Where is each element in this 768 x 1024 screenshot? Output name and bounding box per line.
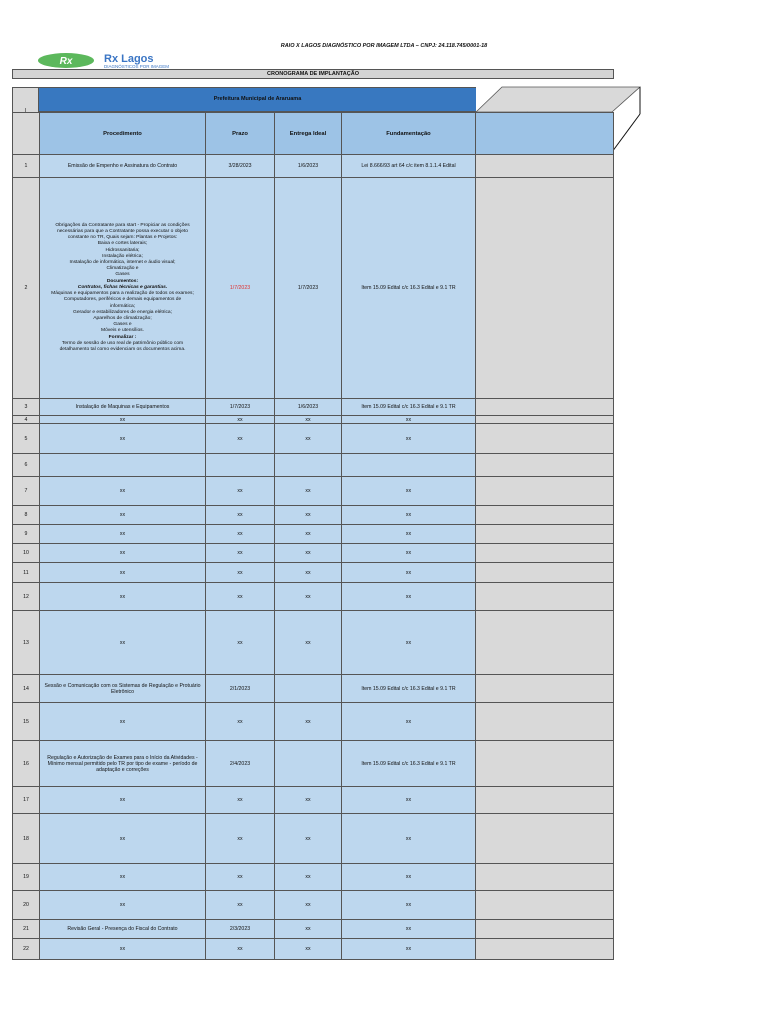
deadline-cell — [206, 454, 275, 477]
table-row — [13, 416, 614, 424]
procedure-cell: xx — [40, 787, 206, 814]
procedure-cell — [40, 454, 206, 477]
ideal-delivery-cell: xx — [275, 891, 342, 920]
ideal-delivery-cell: xx — [275, 920, 342, 939]
table-row — [13, 563, 614, 583]
column-header-ideal-delivery: Entrega Ideal — [275, 113, 342, 155]
table-row — [13, 891, 614, 920]
observation-cell — [476, 787, 614, 814]
procedure-cell: xx — [40, 891, 206, 920]
basis-cell: xx — [342, 525, 476, 544]
procedure-cell: xx — [40, 416, 206, 424]
ideal-delivery-cell: xx — [275, 864, 342, 891]
ideal-delivery-cell: xx — [275, 506, 342, 525]
svg-text:Rx Lagos: Rx Lagos — [104, 53, 154, 65]
deadline-cell: 1/7/2023 — [206, 178, 275, 399]
procedure-line: Gerador e estabilizadores de energia elétrica; — [73, 309, 172, 315]
table-row — [13, 611, 614, 675]
observation-cell — [476, 741, 614, 787]
deadline-cell: xx — [206, 814, 275, 864]
basis-cell: xx — [342, 814, 476, 864]
basis-cell: xx — [342, 939, 476, 960]
procedure-line: Formalizar : — [108, 334, 137, 340]
ideal-delivery-cell: xx — [275, 611, 342, 675]
row-number: 4 — [13, 416, 40, 424]
procedure-line: detalhamento tal como evidenciam os documentos acima. — [59, 346, 186, 352]
observation-cell — [476, 583, 614, 611]
deadline-cell: xx — [206, 563, 275, 583]
company-header: RAIO X LAGOS DIAGNÓSTICO POR IMAGEM LTDA – CNPJ: 24.118.745/0001-18 — [280, 43, 488, 49]
observation-cell — [476, 703, 614, 741]
ideal-delivery-cell: xx — [275, 563, 342, 583]
procedure-cell: xx — [40, 477, 206, 506]
deadline-cell: xx — [206, 891, 275, 920]
column-header-deadline: Prazo — [206, 113, 275, 155]
deadline-cell: xx — [206, 477, 275, 506]
table-row — [13, 939, 614, 960]
observation-cell — [476, 477, 614, 506]
procedure-line: Climatização e — [106, 266, 139, 272]
ideal-delivery-cell: 1/7/2023 — [275, 178, 342, 399]
observation-cell — [476, 864, 614, 891]
basis-cell: xx — [342, 563, 476, 583]
ideal-delivery-cell: xx — [275, 703, 342, 741]
basis-cell: Lei 8.666/93 art 64 c/c item 8.1.1.4 Edital — [342, 155, 476, 178]
table-row — [13, 178, 614, 399]
table-header-row — [13, 113, 614, 155]
basis-cell: xx — [342, 611, 476, 675]
row-number: 3 — [13, 399, 40, 416]
row-number: 21 — [13, 920, 40, 939]
svg-text:Rx: Rx — [59, 56, 73, 67]
row-number: 12 — [13, 583, 40, 611]
basis-cell: xx — [342, 920, 476, 939]
ideal-delivery-cell: xx — [275, 525, 342, 544]
observation-cell — [476, 506, 614, 525]
row-number: 11 — [13, 563, 40, 583]
row-number: 6 — [13, 454, 40, 477]
table-row — [13, 424, 614, 454]
procedure-cell: xx — [40, 814, 206, 864]
table-row — [13, 525, 614, 544]
row-number: 22 — [13, 939, 40, 960]
procedure-cell: Instalação de Maquinas e Equipamentos — [40, 399, 206, 416]
procedure-cell: xx — [40, 583, 206, 611]
ideal-delivery-cell: xx — [275, 477, 342, 506]
deadline-cell: 2/3/2023 — [206, 920, 275, 939]
observation-cell — [476, 920, 614, 939]
ideal-delivery-cell: xx — [275, 787, 342, 814]
ideal-delivery-cell: xx — [275, 939, 342, 960]
ideal-delivery-cell — [275, 454, 342, 477]
row-number: 2 — [13, 178, 40, 399]
procedure-line: Documentos: — [106, 278, 139, 284]
table-row — [13, 787, 614, 814]
column-header-observation — [476, 113, 614, 155]
table-row — [13, 703, 614, 741]
basis-cell: xx — [342, 506, 476, 525]
row-number: 7 — [13, 477, 40, 506]
table-row — [13, 920, 614, 939]
procedure-cell: Emissão de Empenho e Assinatura do Contrato — [40, 155, 206, 178]
procedure-line: Obrigações da Contratante para start - Propiciar as condições — [55, 222, 190, 228]
ideal-delivery-cell: xx — [275, 583, 342, 611]
table-row — [13, 583, 614, 611]
procedure-line: Contratos, fichas técnicas e garantias. — [77, 284, 168, 290]
ideal-delivery-cell — [275, 741, 342, 787]
deadline-cell: 2/1/2023 — [206, 675, 275, 703]
procedure-line: Aparelhos de climatização; — [93, 315, 152, 321]
procedure-line: Instalação elétrica; — [102, 253, 143, 259]
observation-cell — [476, 525, 614, 544]
procedure-line: Máquinas e equipamentos para a realização de todos os exames; — [51, 291, 194, 297]
basis-cell: xx — [342, 416, 476, 424]
table-row — [13, 814, 614, 864]
procedure-line: Computadores, periféricos e demais equipamentos de — [63, 297, 182, 303]
procedure-line: Gases e — [113, 322, 132, 328]
row-number: 17 — [13, 787, 40, 814]
basis-cell — [342, 454, 476, 477]
items-column-header — [13, 113, 40, 155]
ideal-delivery-cell: xx — [275, 814, 342, 864]
procedure-cell: xx — [40, 424, 206, 454]
basis-cell: xx — [342, 787, 476, 814]
basis-cell: xx — [342, 477, 476, 506]
deadline-cell: 3/28/2023 — [206, 155, 275, 178]
ideal-delivery-cell: xx — [275, 424, 342, 454]
procedure-cell: xx — [40, 703, 206, 741]
observation-cell — [476, 675, 614, 703]
procedure-line: Termo de sessão de uso real de patrimônio público com — [61, 340, 184, 346]
procedure-cell: xx — [40, 611, 206, 675]
ideal-delivery-cell — [275, 675, 342, 703]
svg-text:DIAGNÓSTICOS POR IMAGEM: DIAGNÓSTICOS POR IMAGEM — [104, 64, 170, 69]
table-row — [13, 477, 614, 506]
table-row — [13, 454, 614, 477]
basis-cell: Item 15.09 Edital c/c 16.3 Edital e 9.1 TR — [342, 741, 476, 787]
procedure-line: informática; — [109, 303, 136, 309]
column-header-basis: Fundamentação — [342, 113, 476, 155]
table-row — [13, 864, 614, 891]
basis-cell: xx — [342, 544, 476, 563]
deadline-cell: 2/4/2023 — [206, 741, 275, 787]
table-row — [13, 155, 614, 178]
procedure-cell: xx — [40, 939, 206, 960]
observation-cell — [476, 891, 614, 920]
row-number: 5 — [13, 424, 40, 454]
procedure-cell: xx — [40, 563, 206, 583]
observation-cell — [476, 178, 614, 399]
basis-cell: Item 15.09 Edital c/c 16.3 Edital e 9.1 TR — [342, 675, 476, 703]
row-number: 13 — [13, 611, 40, 675]
row-number: 8 — [13, 506, 40, 525]
row-number: 1 — [13, 155, 40, 178]
procedure-line: necessárias para que a Contratante possa executar o objeto — [56, 229, 189, 235]
procedure-cell: Revisão Geral - Presença do Fiscal do Contrato — [40, 920, 206, 939]
row-number: 9 — [13, 525, 40, 544]
ideal-delivery-cell: xx — [275, 416, 342, 424]
deadline-cell: xx — [206, 416, 275, 424]
procedure-line: Gases — [115, 272, 130, 278]
observation-cell — [476, 939, 614, 960]
row-number: 14 — [13, 675, 40, 703]
procedure-cell: xx — [40, 506, 206, 525]
procedure-cell — [40, 178, 206, 399]
basis-cell: xx — [342, 424, 476, 454]
basis-cell: xx — [342, 703, 476, 741]
procedure-cell: xx — [40, 525, 206, 544]
table-row — [13, 741, 614, 787]
row-number: 16 — [13, 741, 40, 787]
basis-cell: xx — [342, 891, 476, 920]
observation-cell — [476, 544, 614, 563]
row-number: 19 — [13, 864, 40, 891]
row-number: 10 — [13, 544, 40, 563]
basis-cell: xx — [342, 864, 476, 891]
observation-cell — [476, 416, 614, 424]
observation-cell — [476, 424, 614, 454]
row-number: 18 — [13, 814, 40, 864]
deadline-cell: 1/7/2023 — [206, 399, 275, 416]
table-row — [13, 675, 614, 703]
observation-cell — [476, 155, 614, 178]
procedure-cell: xx — [40, 864, 206, 891]
deadline-cell: xx — [206, 583, 275, 611]
procedure-line: Hidrossanitaria; — [105, 247, 140, 253]
column-header-procedure: Procedimento — [40, 113, 206, 155]
row-number: 20 — [13, 891, 40, 920]
basis-cell: xx — [342, 583, 476, 611]
deadline-cell: xx — [206, 506, 275, 525]
deadline-cell: xx — [206, 611, 275, 675]
deadline-cell: xx — [206, 939, 275, 960]
ideal-delivery-cell: 1/6/2023 — [275, 399, 342, 416]
ideal-delivery-cell: 1/6/2023 — [275, 155, 342, 178]
schedule-table — [12, 112, 614, 960]
procedure-line: Instalação de informática, internet e áudio visual; — [69, 260, 176, 266]
organization-band: Prefeitura Municipal de Araruama — [39, 87, 476, 112]
procedure-line: Baixa e cortes laterais; — [97, 241, 148, 247]
table-row — [13, 544, 614, 563]
deadline-cell: xx — [206, 864, 275, 891]
schedule-title: CRONOGRAMA DE IMPLANTAÇÃO — [12, 69, 614, 79]
basis-cell: Item 15.09 Edital c/c 16.3 Edital e 9.1 TR — [342, 399, 476, 416]
procedure-line: Móveis e utensílios. — [101, 328, 144, 334]
row-number: 15 — [13, 703, 40, 741]
deadline-cell: xx — [206, 787, 275, 814]
observation-cell — [476, 454, 614, 477]
deadline-cell: xx — [206, 544, 275, 563]
items-label-letter: I — [24, 108, 27, 114]
observation-cell — [476, 563, 614, 583]
table-row — [13, 506, 614, 525]
procedure-cell: Sessão e Comunicação com os Sistemas de Regulação e Protuário Eletrônico — [40, 675, 206, 703]
procedure-cell: xx — [40, 544, 206, 563]
observation-cell — [476, 814, 614, 864]
basis-cell: Item 15.09 Edital c/c 16.3 Edital e 9.1 TR — [342, 178, 476, 399]
deadline-cell: xx — [206, 703, 275, 741]
observation-cell — [476, 611, 614, 675]
deadline-cell: xx — [206, 525, 275, 544]
deadline-cell: xx — [206, 424, 275, 454]
procedure-cell: Regulação e Autorização de Exames para o Início da Atividades - Mínimo mensal permitido pelo TR por tipo de exame - período de adaptação e correções — [40, 741, 206, 787]
table-row — [13, 399, 614, 416]
ideal-delivery-cell: xx — [275, 544, 342, 563]
observation-cell — [476, 399, 614, 416]
procedure-line: constante no TR, Quais sejam: Plantas e Projetos: — [67, 235, 178, 241]
